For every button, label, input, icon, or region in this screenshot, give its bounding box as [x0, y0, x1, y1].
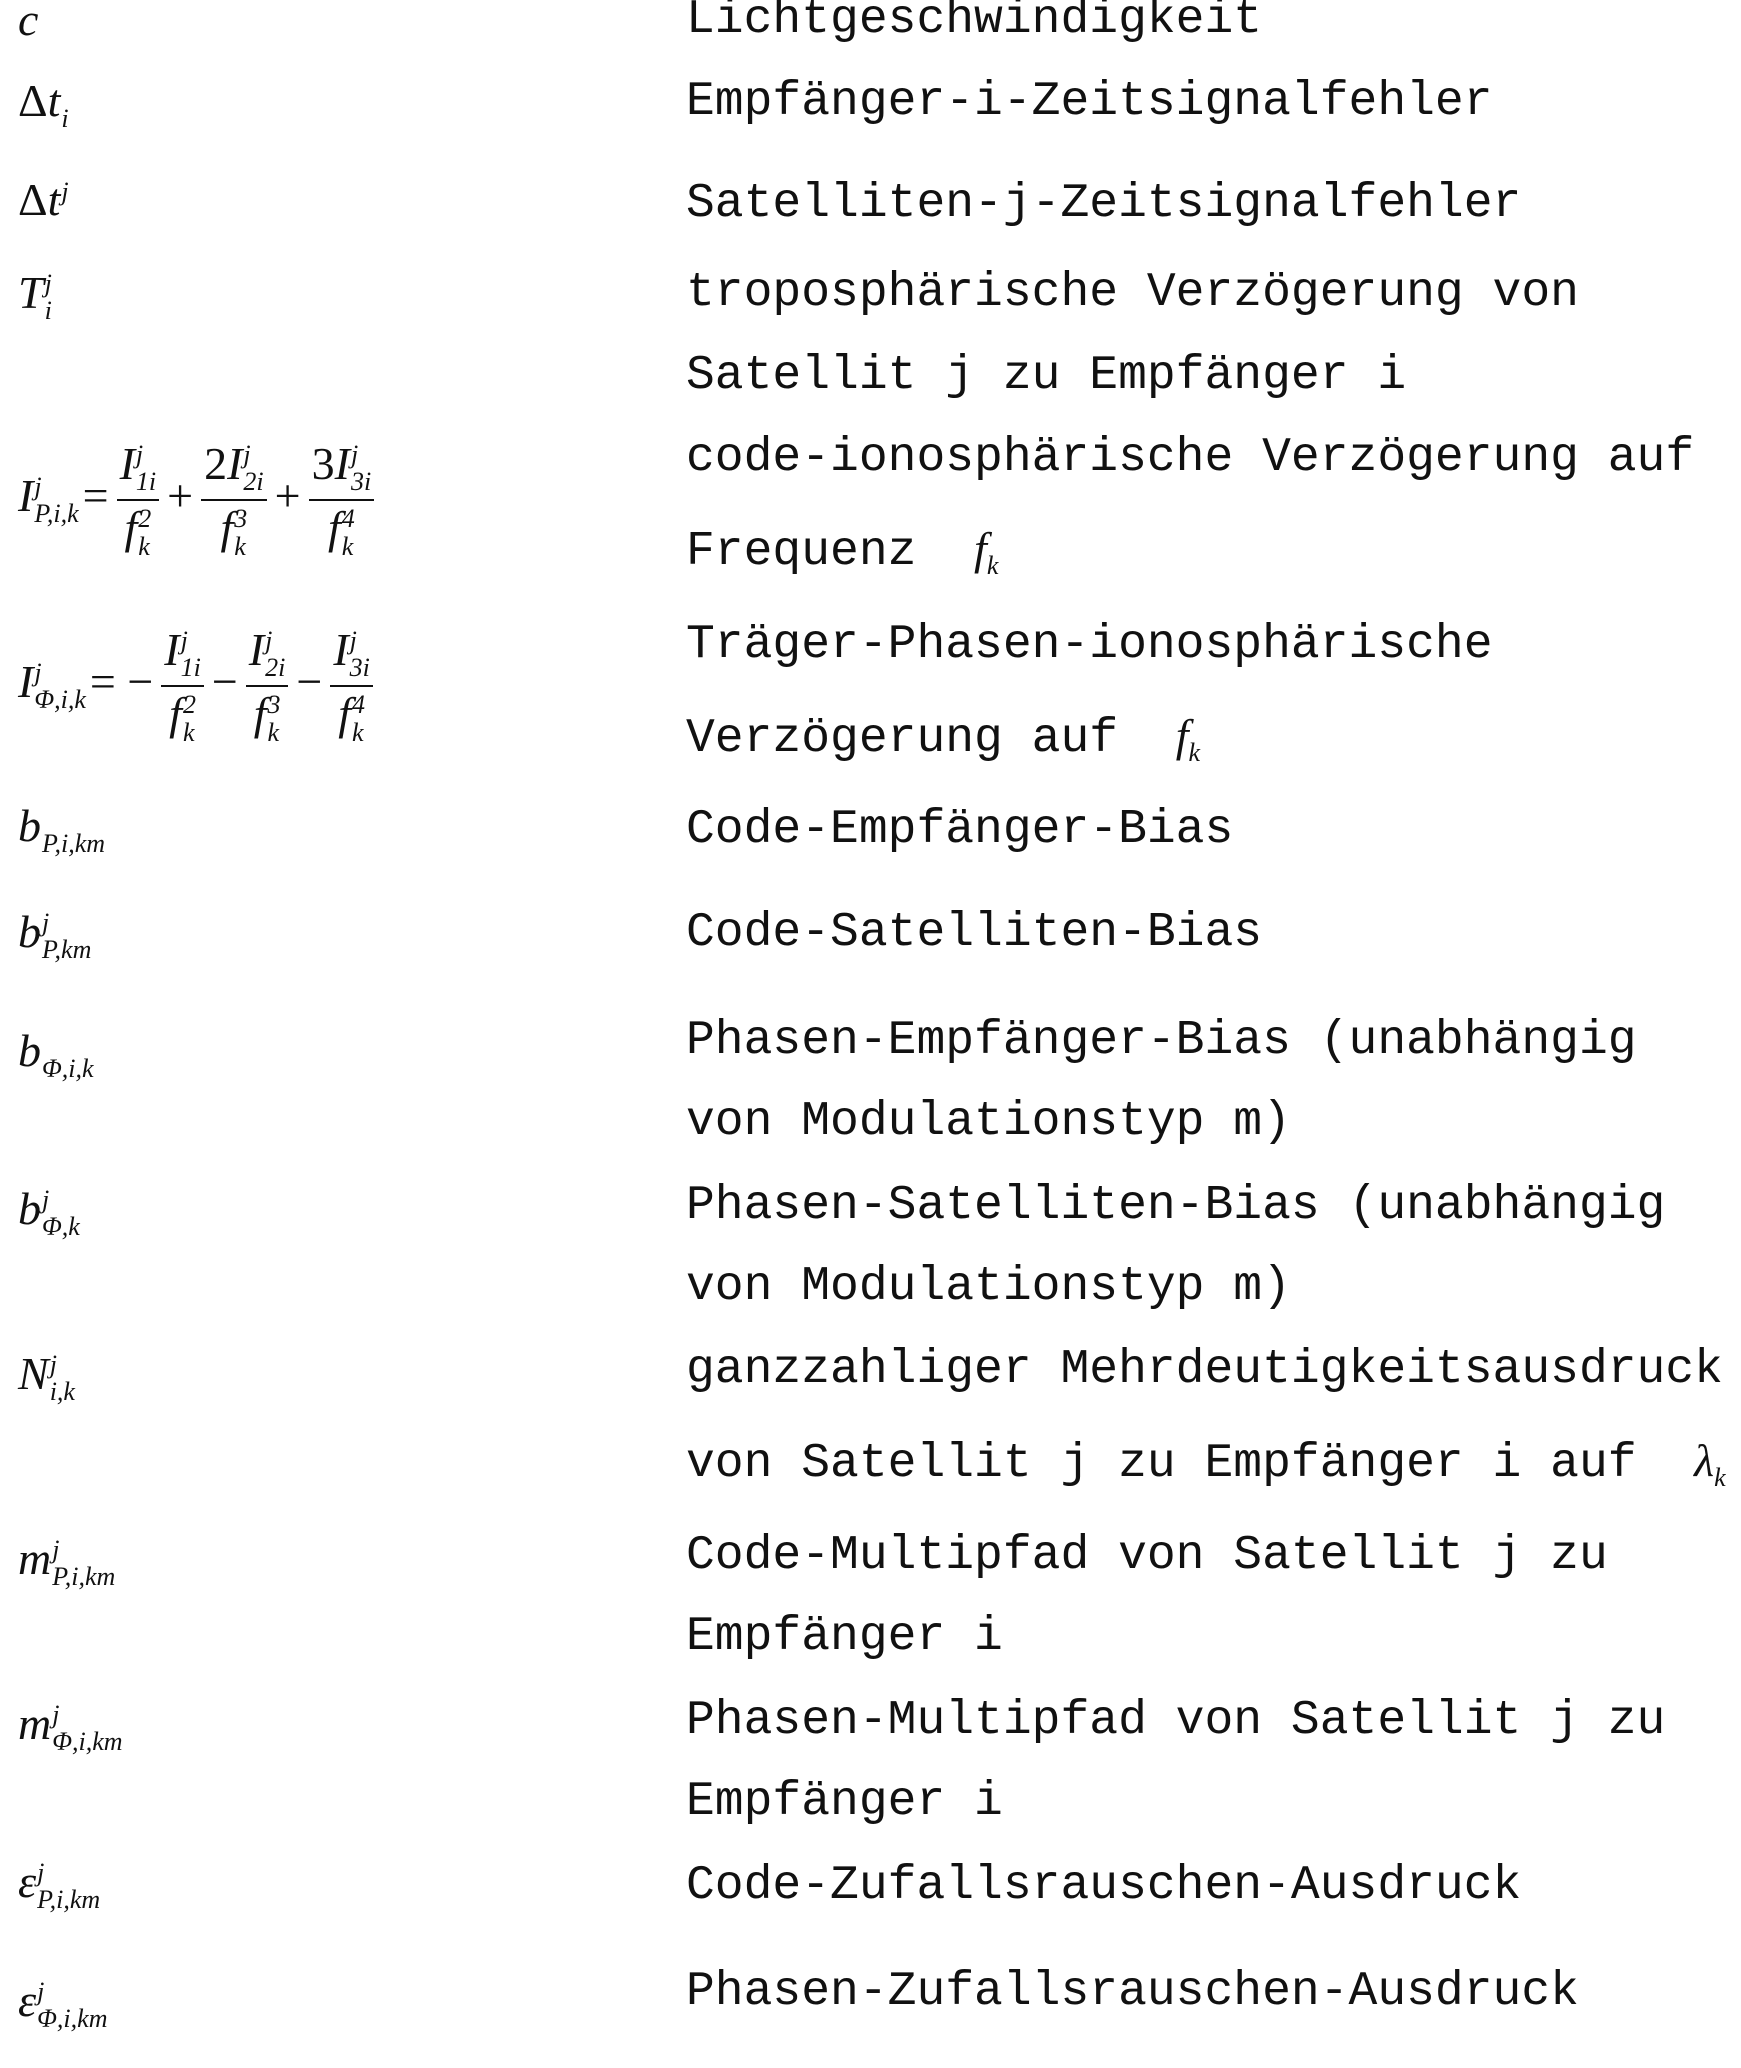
- operator: −: [212, 656, 238, 707]
- denominator: [169, 687, 196, 746]
- sup-sub: [243, 441, 263, 496]
- sup-sub: [52, 1536, 115, 1591]
- sup-sub: [350, 627, 370, 682]
- superscript: j: [136, 441, 156, 468]
- symbol-base: N: [18, 1348, 49, 1399]
- numerator-term: [333, 624, 370, 675]
- subscript: Φ,i,k: [42, 1055, 94, 1082]
- superscript: 2: [183, 691, 196, 718]
- description-line: [686, 430, 1694, 486]
- symbol-6: [18, 803, 105, 857]
- symbol-base: b: [18, 1183, 41, 1234]
- operator: +: [167, 470, 193, 521]
- description-text: Phasen-Multipfad von Satellit j zu: [686, 1694, 1665, 1748]
- superscript: 3: [234, 505, 247, 532]
- symbol-base: I: [120, 438, 135, 489]
- sup-sub: [45, 270, 52, 325]
- description-text: Code-Multipfad von Satellit j zu: [686, 1529, 1608, 1583]
- symbol-base: T: [18, 267, 44, 318]
- symbol-base: f: [254, 688, 267, 739]
- superscript: 4: [352, 691, 365, 718]
- description-text: ganzzahliger Mehrdeutigkeitsausdruck: [686, 1343, 1723, 1397]
- numerator-term: [120, 438, 157, 489]
- symbol-10: [18, 1351, 75, 1406]
- symbol-9: [18, 1186, 80, 1241]
- sup-sub: [342, 505, 355, 560]
- symbol-base: b: [18, 906, 41, 957]
- description-line: [686, 1858, 1521, 1914]
- description-text: Code-Zufallsrauschen-Ausdruck: [686, 1859, 1521, 1913]
- symbol-base: b: [18, 800, 41, 851]
- subscript: i,k: [50, 1378, 75, 1405]
- description-text: Satelliten-j-Zeitsignalfehler: [686, 177, 1521, 231]
- superscript: j: [34, 659, 86, 686]
- description-line: [686, 74, 1493, 130]
- sup-sub: [181, 627, 201, 682]
- denominator-term: [338, 688, 365, 739]
- description-text: Empfänger i: [686, 1775, 1003, 1829]
- symbol-5: [18, 627, 377, 746]
- description-text: Satellit j zu Empfänger i: [686, 349, 1406, 403]
- symbol-8: [18, 1028, 94, 1082]
- description-text: von Modulationstyp m): [686, 1260, 1291, 1314]
- sup-sub: [352, 691, 365, 746]
- symbol: [18, 1698, 123, 1749]
- superscript: j: [52, 1536, 115, 1563]
- symbol: [18, 1975, 107, 2026]
- description-line: [686, 617, 1493, 673]
- description-text: Empfänger i: [686, 1610, 1003, 1664]
- symbol-base: ε: [18, 1975, 36, 2026]
- numerator: [330, 627, 373, 688]
- description-text: Code-Empfänger-Bias: [686, 803, 1233, 857]
- subscript: i: [61, 105, 68, 132]
- sup-sub: [52, 1701, 122, 1756]
- description-line: [686, 802, 1233, 858]
- subscript: P,i,km: [52, 1563, 115, 1590]
- description-line: [686, 1094, 1291, 1150]
- symbol-1: [18, 78, 69, 132]
- symbol-base: I: [18, 656, 33, 707]
- inline-math: [1176, 710, 1200, 761]
- symbol-base: I: [18, 470, 33, 521]
- superscript: j: [45, 270, 52, 297]
- fraction: [330, 627, 373, 746]
- subscript: k: [352, 719, 365, 746]
- subscript: i: [45, 297, 52, 324]
- numerator: [246, 627, 289, 688]
- subscript: 3i: [350, 654, 370, 681]
- symbol: [18, 174, 69, 225]
- description-text: Phasen-Zufallsrauschen-Ausdruck: [686, 1965, 1579, 2019]
- symbol-base: f: [124, 502, 137, 553]
- subscript: 1i: [136, 468, 156, 495]
- operator: =: [83, 470, 109, 521]
- fraction: [161, 627, 204, 746]
- coefficient: 2: [204, 438, 227, 489]
- description-line: [686, 348, 1406, 404]
- symbol-base: I: [333, 624, 348, 675]
- symbol-base: I: [164, 624, 179, 675]
- superscript: j: [37, 1859, 100, 1886]
- description-text: Träger-Phasen-ionosphärische: [686, 618, 1493, 672]
- denominator: [124, 501, 151, 560]
- symbol: [18, 1025, 94, 1076]
- symbol-0: [18, 0, 38, 43]
- delta-symbol: Δ: [18, 75, 48, 126]
- sup-sub: [34, 473, 78, 528]
- subscript: P,km: [42, 936, 91, 963]
- formula-lhs: [18, 470, 79, 521]
- symbol-base: I: [335, 438, 350, 489]
- symbol-base: f: [220, 502, 233, 553]
- symbol-base: b: [18, 1025, 41, 1076]
- math-subscript: k: [1188, 738, 1200, 767]
- subscript: 1i: [181, 654, 201, 681]
- sup-sub: [234, 505, 247, 560]
- denominator-term: [169, 688, 196, 739]
- description-text: Phasen-Empfänger-Bias (unabhängig: [686, 1014, 1637, 1068]
- numerator-term: [227, 438, 264, 489]
- symbol-base: ε: [18, 1856, 36, 1907]
- superscript: j: [42, 1186, 80, 1213]
- subscript: k: [183, 719, 196, 746]
- denominator: [254, 687, 281, 746]
- fraction: [309, 441, 375, 560]
- description-line: [686, 521, 998, 594]
- inline-math: [974, 523, 998, 574]
- description-line: [686, 1609, 1003, 1665]
- symbol-13: [18, 1859, 100, 1914]
- symbol: [18, 906, 91, 957]
- sup-sub: [61, 105, 68, 132]
- fraction: [117, 441, 160, 560]
- symbol-4: [18, 441, 378, 560]
- denominator-term: [328, 502, 355, 553]
- superscript: j: [351, 441, 371, 468]
- operator: −: [296, 656, 322, 707]
- description-line: [686, 1259, 1291, 1315]
- symbol: [18, 1533, 115, 1584]
- description-text: code-ionosphärische Verzögerung auf: [686, 431, 1694, 485]
- symbol-2: [18, 177, 69, 231]
- description-line: [686, 905, 1262, 961]
- description-line: [686, 176, 1521, 232]
- description-line: [686, 265, 1579, 321]
- symbol-base: m: [18, 1698, 51, 1749]
- subscript: k: [234, 533, 247, 560]
- sup-sub: [138, 505, 151, 560]
- superscript: j: [350, 627, 370, 654]
- sup-sub: [42, 909, 91, 964]
- description-line: [686, 708, 1200, 781]
- symbol-base: f: [328, 502, 341, 553]
- symbol-base: t: [48, 174, 61, 225]
- symbol-base: m: [18, 1533, 51, 1584]
- description-text: von Satellit j zu Empfänger i auf: [686, 1437, 1694, 1491]
- sup-sub: [34, 659, 86, 714]
- sup-sub: [61, 178, 68, 205]
- superscript: j: [34, 473, 78, 500]
- subscript: 2i: [243, 468, 263, 495]
- description-text: Verzögerung auf: [686, 712, 1176, 766]
- sup-sub: [42, 1186, 80, 1241]
- subscript: k: [342, 533, 355, 560]
- denominator-term: [124, 502, 151, 553]
- sup-sub: [136, 441, 156, 496]
- numerator: [161, 627, 204, 688]
- subscript: k: [138, 533, 151, 560]
- operator: = −: [90, 656, 153, 707]
- denominator: [220, 501, 247, 560]
- sup-sub: [351, 441, 371, 496]
- math-base: λ: [1694, 1435, 1714, 1486]
- superscript: j: [37, 1978, 107, 2005]
- subscript: Φ,i,km: [52, 1728, 122, 1755]
- superscript: 3: [267, 691, 280, 718]
- description-line: [686, 1342, 1723, 1398]
- symbol: [18, 800, 105, 851]
- superscript: j: [52, 1701, 122, 1728]
- inline-math: [1694, 1435, 1725, 1486]
- symbol: [18, 75, 69, 126]
- symbol: [18, 0, 38, 45]
- symbol-11: [18, 1536, 115, 1591]
- superscript: j: [42, 909, 91, 936]
- coefficient: 3: [312, 438, 335, 489]
- denominator: [328, 501, 355, 560]
- denominator-term: [254, 688, 281, 739]
- numerator-term: [335, 438, 372, 489]
- symbol: [18, 1856, 100, 1907]
- sup-sub: [265, 627, 285, 682]
- subscript: 2i: [265, 654, 285, 681]
- fraction: [246, 627, 289, 746]
- sup-sub: [267, 691, 280, 746]
- denominator-term: [220, 502, 247, 553]
- numerator-term: [249, 624, 286, 675]
- description-line: [686, 1693, 1665, 1749]
- description-line: [686, 1013, 1637, 1069]
- superscript: j: [50, 1351, 75, 1378]
- description-line: [686, 1528, 1608, 1584]
- subscript: P,i,km: [42, 830, 105, 857]
- description-text: Phasen-Satelliten-Bias (unabhängig: [686, 1179, 1665, 1233]
- symbol: [18, 267, 52, 318]
- operator: +: [275, 470, 301, 521]
- superscript: j: [61, 178, 68, 205]
- sup-sub: [37, 1978, 107, 2033]
- symbol-3: [18, 270, 52, 325]
- superscript: 2: [138, 505, 151, 532]
- description-text: troposphärische Verzögerung von: [686, 266, 1579, 320]
- symbol-base: t: [48, 75, 61, 126]
- description-text: Code-Satelliten-Bias: [686, 906, 1262, 960]
- sup-sub: [183, 691, 196, 746]
- subscript: Φ,i,k: [34, 686, 86, 713]
- description-line: [686, 1178, 1665, 1234]
- sup-sub: [42, 830, 105, 857]
- numerator-term: [164, 624, 201, 675]
- denominator: [338, 687, 365, 746]
- subscript: 3i: [351, 468, 371, 495]
- symbol-12: [18, 1701, 123, 1756]
- description-text: Lichtgeschwindigkeit: [686, 0, 1262, 47]
- description-text: von Modulationstyp m): [686, 1095, 1291, 1149]
- subscript: P,i,km: [37, 1886, 100, 1913]
- subscript: P,i,k: [34, 500, 78, 527]
- symbol-base: I: [249, 624, 264, 675]
- numerator: [117, 441, 160, 502]
- symbol-14: [18, 1978, 107, 2033]
- symbol-base: I: [227, 438, 242, 489]
- sup-sub: [42, 1055, 94, 1082]
- subscript: Φ,i,km: [37, 2005, 107, 2032]
- description-line: [686, 1774, 1003, 1830]
- symbol-base: f: [169, 688, 182, 739]
- sup-sub: [37, 1859, 100, 1914]
- symbol-base: c: [18, 0, 38, 45]
- math-subscript: k: [987, 551, 999, 580]
- symbol-base: f: [338, 688, 351, 739]
- description-line: [686, 1433, 1726, 1506]
- subscript: k: [267, 719, 280, 746]
- description-line: [686, 1964, 1579, 2020]
- symbol-7: [18, 909, 91, 964]
- symbol: [18, 1183, 80, 1234]
- symbol: [18, 1348, 75, 1399]
- formula-lhs: [18, 656, 86, 707]
- math-base: f: [974, 523, 987, 574]
- fraction: [201, 441, 267, 560]
- description-line: [686, 0, 1262, 48]
- numerator: [201, 441, 267, 502]
- math-subscript: k: [1714, 1463, 1726, 1492]
- description-text: Frequenz: [686, 525, 974, 579]
- description-text: Empfänger-i-Zeitsignalfehler: [686, 75, 1493, 129]
- superscript: 4: [342, 505, 355, 532]
- subscript: Φ,k: [42, 1213, 80, 1240]
- superscript: j: [181, 627, 201, 654]
- delta-symbol: Δ: [18, 174, 48, 225]
- math-base: f: [1176, 710, 1189, 761]
- superscript: j: [265, 627, 285, 654]
- superscript: j: [243, 441, 263, 468]
- sup-sub: [50, 1351, 75, 1406]
- numerator: [309, 441, 375, 502]
